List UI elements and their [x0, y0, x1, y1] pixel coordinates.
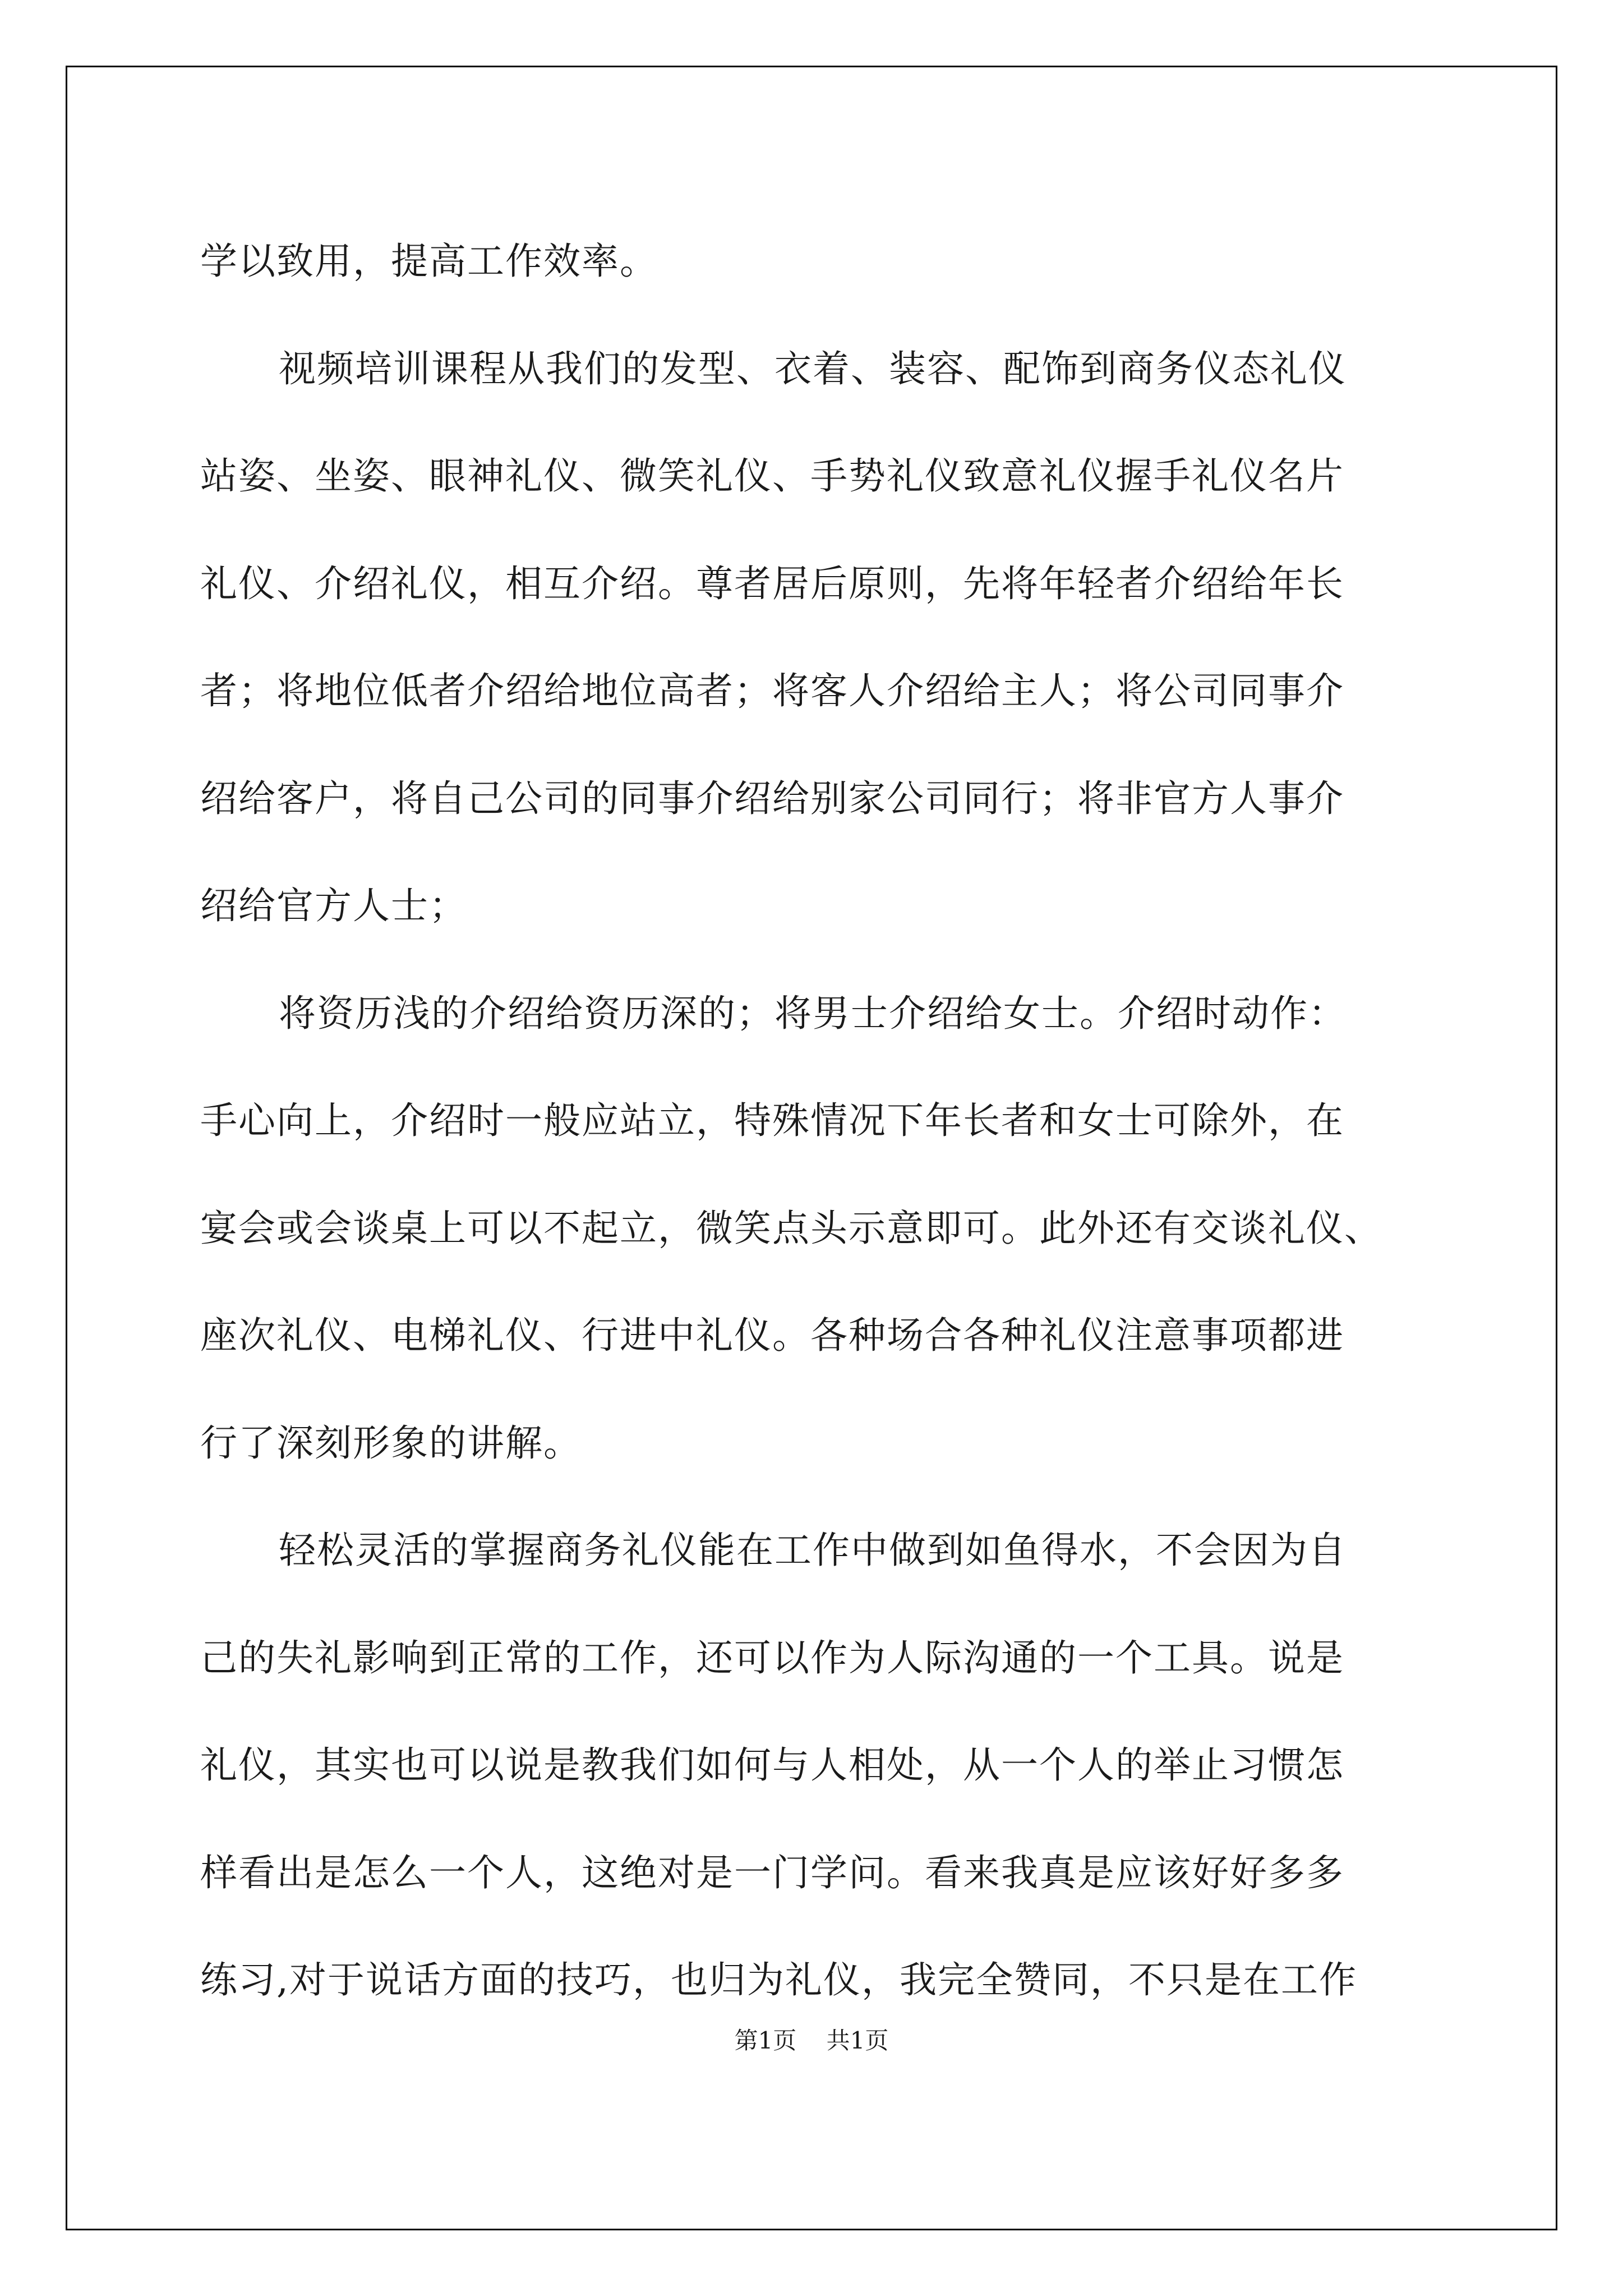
- text-line: 宴会或会谈桌上可以不起立，微笑点头示意即可。此外还有交谈礼仪、: [200, 1206, 1382, 1250]
- text-line: 己的失礼影响到正常的工作，还可以作为人际沟通的一个工具。说是: [200, 1636, 1344, 1680]
- page-number-total: 共1页: [826, 2027, 889, 2054]
- text-line: 将资历浅的介绍给资历深的；将男士介绍给女士。介绍时动作：: [279, 991, 1347, 1035]
- text-line: 学以致用，提高工作效率。: [200, 240, 658, 283]
- text-line: 样看出是怎么一个人，这绝对是一门学问。看来我真是应该好好多多: [200, 1851, 1344, 1894]
- text-line: 座次礼仪、电梯礼仪、行进中礼仪。各种场合各种礼仪注意事项都进: [200, 1314, 1344, 1357]
- text-line: 者；将地位低者介绍给地位高者；将客人介绍给主人；将公司同事介: [200, 669, 1344, 712]
- text-line: 轻松灵活的掌握商务礼仪能在工作中做到如鱼得水，不会因为自: [279, 1529, 1347, 1572]
- text-line: 绍给官方人士；: [200, 884, 467, 927]
- text-line: 绍给客户，将自己公司的同事介绍给别家公司同行；将非官方人事介: [200, 776, 1344, 820]
- text-line: 练习,对于说话方面的技巧，也归为礼仪，我完全赞同，不只是在工作: [200, 1958, 1357, 2001]
- text-line: 礼仪、介绍礼仪，相互介绍。尊者居后原则，先将年轻者介绍给年长: [200, 562, 1344, 605]
- text-line: 礼仪，其实也可以说是教我们如何与人相处，从一个人的举止习惯怎: [200, 1743, 1344, 1787]
- document-body: [200, 208, 1462, 2034]
- page-number-current: 第1页: [734, 2027, 797, 2054]
- text-line: 手心向上，介绍时一般应站立，特殊情况下年长者和女士可除外，在: [200, 1099, 1344, 1142]
- text-line: 视频培训课程从我们的发型、衣着、装容、配饰到商务仪态礼仪: [279, 347, 1347, 390]
- text-line: 站姿、坐姿、眼神礼仪、微笑礼仪、手势礼仪致意礼仪握手礼仪名片: [200, 454, 1344, 498]
- text-line: 行了深刻形象的讲解。: [200, 1421, 582, 1465]
- page-footer: [0, 2022, 1623, 2056]
